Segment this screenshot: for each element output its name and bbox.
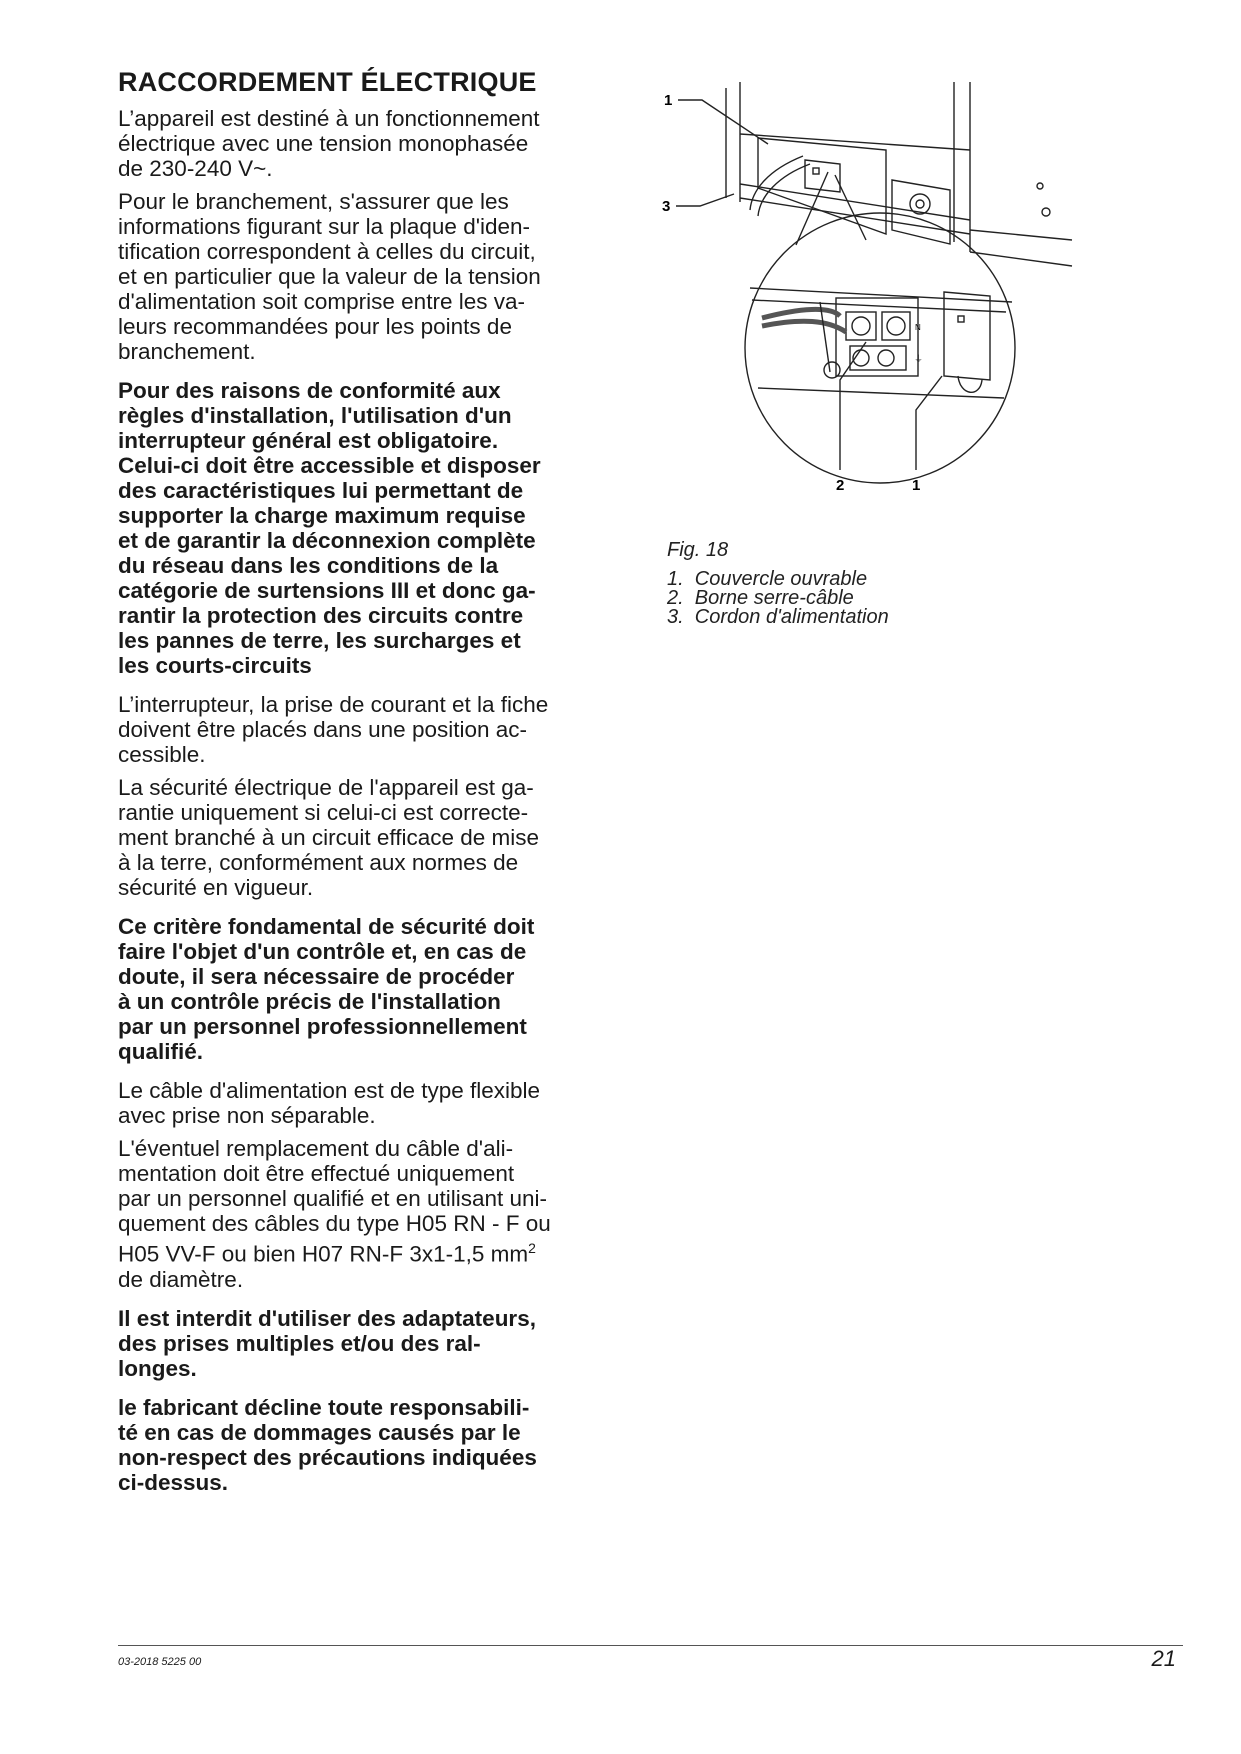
caption-item-3: 3. Cordon d'alimentation: [667, 606, 889, 628]
main-column: [118, 66, 648, 1503]
cable-diameter-text: de diamètre.: [118, 1266, 244, 1292]
callout-1-top: 1: [664, 92, 673, 109]
paragraph-accessible: L’interrupteur, la prise de courant et la fiche doivent être placés dans une position ac- cessible.: [118, 692, 549, 767]
caption-item-2: 2. Borne serre-câble: [667, 587, 854, 609]
paragraph-main-switch-warning: Pour des raisons de conformité aux règles d'installation, l'utilisation d'un interrupteur général est obligatoire. Celui-ci doit être accessible et disposer des caractéristiques lui permettant de supporter la charge maximum requise et de garantir la déconnexion complète du réseau dans les conditions de la catégorie de surtensions III et donc ga- rantir la protection des circuits contre les pannes de terre, les surcharges et les courts-circuits: [118, 378, 541, 678]
footer-divider: [118, 1645, 1183, 1646]
callout-1-bottom: 1: [912, 477, 921, 494]
paragraph-identification: Pour le branchement, s'assurer que les informations figurant sur la plaque d'iden- tification correspondent à celles du circuit, et en particulier que la valeur de la tension d'alimentation soit comprise entre les va- leurs recommandées pour les points de branchement.: [118, 189, 541, 364]
terminal-neutral-mark: N: [915, 323, 921, 332]
paragraph-cable-replacement: [118, 1136, 648, 1292]
paragraph-inspection-warning: Ce critère fondamental de sécurité doit faire l'objet d'un contrôle et, en cas de doute, il sera nécessaire de procéder à un contrôle précis de l'installation par un personnel professionnellement qualifié.: [118, 914, 535, 1064]
paragraph-adapters-warning: Il est interdit d'utiliser des adaptateurs, des prises multiples et/ou des ral- longes.: [118, 1305, 536, 1381]
footer-page-number: 21: [1151, 1646, 1176, 1671]
cable-replacement-text: L'éventuel remplacement du câble d'ali- mentation doit être effectué uniquement par un personnel qualifié et en utilisant uni- quement des câbles du type H05 RN - F ou H05 VV-F ou bien H07 RN-F 3x1-1,5 mm: [118, 1136, 551, 1267]
superscript-two: 2: [528, 1240, 536, 1256]
terminal-earth-mark: ⏚: [914, 355, 924, 365]
caption-item-1: 1. Couvercle ouvrable: [667, 568, 868, 590]
paragraph-voltage: L’appareil est destiné à un fonctionnement électrique avec une tension monophasée de 230-240 V~.: [118, 106, 540, 181]
paragraph-cable-type: Le câble d'alimentation est de type flexible avec prise non séparable.: [118, 1078, 541, 1128]
figure-caption: [667, 541, 889, 627]
footer-document-code: 03-2018 5225 00: [118, 1656, 202, 1668]
callout-2-bottom: 2: [836, 477, 845, 494]
figure-caption-title: Fig. 18: [667, 539, 729, 561]
paragraph-earthing: La sécurité électrique de l'appareil est ga- rantie uniquement si celui-ci est correcte- ment branché à un circuit efficace de mise à la terre, conformément aux normes de sécurité en vigueur.: [118, 775, 540, 900]
paragraph-liability: le fabricant décline toute responsabili- té en cas de dommages causés par le non-respect des précautions indiquées ci-dessus.: [118, 1394, 537, 1495]
page-title: RACCORDEMENT ÉLECTRIQUE: [118, 67, 537, 97]
callout-3: 3: [662, 198, 671, 215]
wiring-figure: [660, 80, 1100, 540]
